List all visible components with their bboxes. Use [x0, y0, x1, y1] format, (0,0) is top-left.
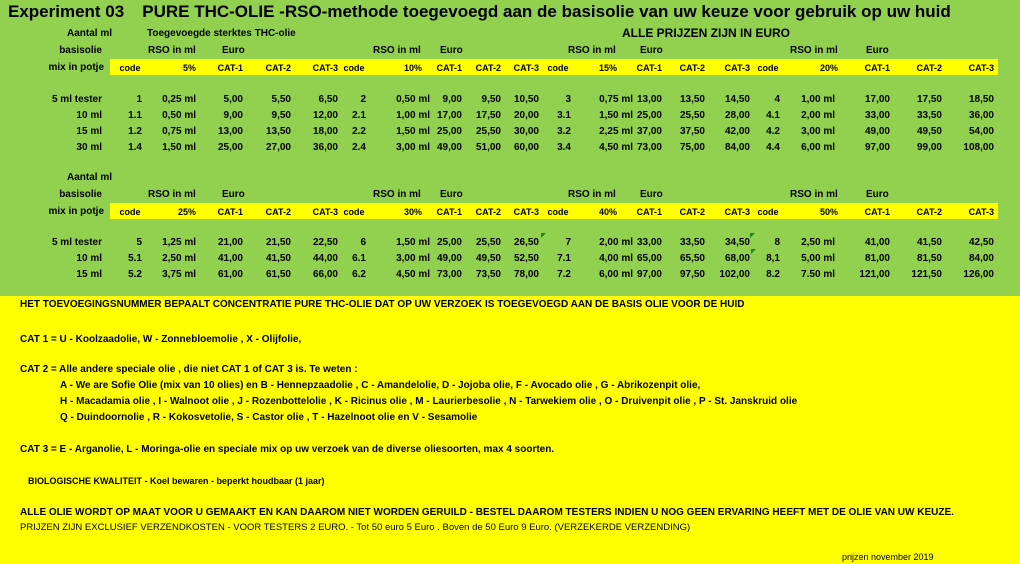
cell-cat2: 13,50 — [679, 94, 705, 105]
cell-code: 3.2 — [557, 126, 571, 137]
cell-rso: 2,00 ml — [599, 237, 633, 248]
cell-cat3: 42,50 — [968, 237, 994, 248]
cell-cat3: 102,00 — [719, 269, 750, 280]
cell-cat1: 9,00 — [223, 110, 243, 121]
cell-rso: 3,75 ml — [162, 269, 196, 280]
row-label: 5 ml tester — [51, 94, 102, 105]
note-maat: ALLE OLIE WORDT OP MAAT VOOR U GEMAAKT EN KAN DAAROM NIET WORDEN GERUILD - BESTEL DAAROM TESTERS INDIEN U NOG GEEN ERVARING HEEFT MET DE OLIE VAN UW KEUZE. — [20, 507, 954, 518]
cell-cat3: 54,00 — [968, 126, 994, 137]
cell-rso: 1,50 ml — [162, 142, 196, 153]
label-basisolie: basisolie — [59, 45, 102, 56]
header-percent: 5% — [182, 63, 196, 73]
header-rso-in-ml: RSO in ml — [790, 45, 838, 56]
cell-cat1: 49,00 — [436, 142, 462, 153]
cell-cat3: 52,50 — [513, 253, 539, 264]
cell-cat1: 25,00 — [436, 237, 462, 248]
cell-cat3: 6,50 — [318, 94, 338, 105]
note-cat2-a: A - We are Sofie Olie (mix van 10 olies) en B - Hennepzaadolie , C - Amandelolie, D - Jojoba olie, F - Avocado olie , G - Abrikozenpit olie, — [60, 380, 701, 391]
cell-code: 1.2 — [128, 126, 142, 137]
cell-code: 6.1 — [352, 253, 366, 264]
note-verzend: PRIJZEN ZIJN EXCLUSIEF VERZENDKOSTEN - VOOR TESTERS 2 EURO. - Tot 50 euro 5 Euro . Boven de 50 Euro 9 Euro. (VERZEKERDE VERZENDING) — [20, 522, 691, 533]
header-cat1: CAT-1 — [436, 63, 462, 73]
cell-code: 1.4 — [128, 142, 142, 153]
header-euro: Euro — [222, 189, 245, 200]
cell-cat1: 97,00 — [636, 269, 662, 280]
header-percent: 15% — [598, 63, 617, 73]
header-rso-in-ml: RSO in ml — [790, 189, 838, 200]
cell-code: 5.1 — [128, 253, 142, 264]
cell-cat3: 84,00 — [724, 142, 750, 153]
header-code: code — [343, 207, 365, 217]
header-rso-in-ml: RSO in ml — [148, 45, 196, 56]
header-rso-in-ml: RSO in ml — [148, 189, 196, 200]
header-code: code — [757, 63, 779, 73]
note-datum: prijzen november 2019 — [842, 552, 934, 562]
cell-code: 4 — [774, 94, 780, 105]
header-cat3: CAT-3 — [312, 63, 338, 73]
header-percent: 50% — [819, 207, 838, 217]
header-euro: Euro — [440, 45, 463, 56]
cell-rso: 1,00 ml — [396, 110, 430, 121]
cell-rso: 1,50 ml — [396, 237, 430, 248]
cell-code: 3 — [565, 94, 571, 105]
title-main: PURE THC-OLIE -RSO-methode toegevoegd aan de basisolie van uw keuze voor gebruik op uw huid — [142, 2, 951, 21]
cell-rso: 4,50 ml — [599, 142, 633, 153]
cell-rso: 4,50 ml — [396, 269, 430, 280]
header-cat2: CAT-2 — [916, 63, 942, 73]
cell-code: 7.2 — [557, 269, 571, 280]
cell-cat1: 65,00 — [636, 253, 662, 264]
cell-rso: 2,25 ml — [599, 126, 633, 137]
cell-cat1: 33,00 — [864, 110, 890, 121]
cell-cat2: 97,50 — [679, 269, 705, 280]
comment-marker — [751, 249, 756, 254]
cell-rso: 0,75 ml — [599, 94, 633, 105]
cell-cat2: 99,00 — [916, 142, 942, 153]
header-cat1: CAT-1 — [636, 63, 662, 73]
cell-cat1: 17,00 — [436, 110, 462, 121]
cell-rso: 0,50 ml — [162, 110, 196, 121]
note-toevoeging: HET TOEVOEGINGSNUMMER BEPAALT CONCENTRATIE PURE THC-OLIE DAT OP UW VERZOEK IS TOEGEVOEGD AAN DE BASIS OLIE VOOR DE HUID — [20, 299, 745, 310]
label-mix: mix in potje — [48, 206, 104, 217]
cell-cat2: 9,50 — [271, 110, 291, 121]
cell-code: 7.1 — [557, 253, 571, 264]
cell-cat2: 121,50 — [911, 269, 942, 280]
cell-code: 8,1 — [766, 253, 780, 264]
cell-cat2: 61,50 — [265, 269, 291, 280]
header-euro: Euro — [866, 189, 889, 200]
page-title — [8, 2, 951, 22]
cell-rso: 1,50 ml — [599, 110, 633, 121]
row-label: 15 ml — [76, 126, 102, 137]
cell-rso: 1,00 ml — [801, 94, 835, 105]
header-cat1: CAT-1 — [436, 207, 462, 217]
header-cat2: CAT-2 — [265, 63, 291, 73]
cell-code: 5 — [136, 237, 142, 248]
cell-rso: 0,50 ml — [396, 94, 430, 105]
header-code: code — [547, 63, 569, 73]
cell-cat3: 36,00 — [312, 142, 338, 153]
cell-cat3: 18,50 — [968, 94, 994, 105]
cell-rso: 6,00 ml — [801, 142, 835, 153]
cell-cat1: 21,00 — [217, 237, 243, 248]
cell-cat1: 13,00 — [636, 94, 662, 105]
header-rso-in-ml: RSO in ml — [568, 45, 616, 56]
cell-cat1: 25,00 — [636, 110, 662, 121]
cell-code: 1.1 — [128, 110, 142, 121]
cell-cat2: 25,50 — [679, 110, 705, 121]
cell-code: 4.1 — [766, 110, 780, 121]
cell-rso: 5,00 ml — [801, 253, 835, 264]
header-percent: 30% — [403, 207, 422, 217]
cell-cat3: 30,00 — [513, 126, 539, 137]
note-cat3: CAT 3 = E - Arganolie, L - Moringa-olie en speciale mix op uw verzoek van de diverse oliesoorten, max 4 soorten. — [20, 444, 555, 455]
cell-cat1: 41,00 — [217, 253, 243, 264]
cell-cat2: 41,50 — [916, 237, 942, 248]
header-cat3: CAT-3 — [724, 63, 750, 73]
header-cat3: CAT-3 — [968, 63, 994, 73]
header-cat2: CAT-2 — [475, 63, 501, 73]
header-euro: Euro — [222, 45, 245, 56]
note-cat2-q: Q - Duindoornolie , R - Kokosvetolie, S - Castor olie , T - Hazelnoot olie en V - Sesamolie — [60, 412, 478, 423]
header-cat3: CAT-3 — [968, 207, 994, 217]
header-cat1: CAT-1 — [864, 63, 890, 73]
row-label: 10 ml — [76, 253, 102, 264]
cell-cat3: 22,50 — [312, 237, 338, 248]
cell-code: 4.2 — [766, 126, 780, 137]
header-cat1: CAT-1 — [217, 207, 243, 217]
cell-cat1: 97,00 — [864, 142, 890, 153]
cell-cat1: 41,00 — [864, 237, 890, 248]
label-alle-prijzen: ALLE PRIJZEN ZIJN IN EURO — [622, 26, 791, 40]
header-rso-in-ml: RSO in ml — [568, 189, 616, 200]
row-label: 15 ml — [76, 269, 102, 280]
cell-code: 4.4 — [766, 142, 780, 153]
comment-marker — [541, 233, 546, 238]
header-cat3: CAT-3 — [312, 207, 338, 217]
header-percent: 20% — [819, 63, 838, 73]
label-aantal-ml: Aantal ml — [66, 28, 112, 39]
note-bio: BIOLOGISCHE KWALITEIT - Koel bewaren - beperkt houdbaar (1 jaar) — [28, 476, 325, 486]
cell-cat2: 17,50 — [916, 94, 942, 105]
cell-code: 2.1 — [352, 110, 366, 121]
cell-rso: 0,75 ml — [162, 126, 196, 137]
cell-code: 6 — [360, 237, 366, 248]
label-basisolie: basisolie — [59, 189, 102, 200]
header-rso-in-ml: RSO in ml — [373, 189, 421, 200]
cell-cat2: 41,50 — [265, 253, 291, 264]
cell-rso: 4,00 ml — [599, 253, 633, 264]
cell-cat1: 73,00 — [436, 269, 462, 280]
cell-cat3: 14,50 — [724, 94, 750, 105]
cell-rso: 3,00 ml — [396, 253, 430, 264]
header-cat3: CAT-3 — [724, 207, 750, 217]
header-euro: Euro — [866, 45, 889, 56]
cell-rso: 1,50 ml — [396, 126, 430, 137]
cell-cat2: 51,00 — [475, 142, 501, 153]
header-cat2: CAT-2 — [475, 207, 501, 217]
note-cat2-intro: CAT 2 = Alle andere speciale olie , die niet CAT 1 of CAT 3 is. Te weten : — [20, 364, 358, 375]
cell-cat2: 33,50 — [679, 237, 705, 248]
header-cat2: CAT-2 — [679, 207, 705, 217]
cell-cat2: 33,50 — [916, 110, 942, 121]
comment-marker — [750, 233, 755, 238]
header-cat1: CAT-1 — [636, 207, 662, 217]
cell-cat2: 9,50 — [481, 94, 501, 105]
cell-rso: 7.50 ml — [801, 269, 835, 280]
cell-cat1: 33,00 — [636, 237, 662, 248]
cell-cat3: 84,00 — [968, 253, 994, 264]
cell-cat3: 36,00 — [968, 110, 994, 121]
label-toegevoegde-sterktes: Toegevoegde sterktes THC-olie — [147, 28, 296, 39]
note-cat2-h: H - Macadamia olie , I - Walnoot olie , J - Rozenbottelolie , K - Ricinus olie , M - Laurierbesolie , N - Tarwekiem olie , O - Druivenpit olie , P - St. Janskruid olie — [60, 396, 798, 407]
cell-cat1: 73,00 — [636, 142, 662, 153]
header-code: code — [119, 207, 141, 217]
label-mix: mix in potje — [48, 62, 104, 73]
cell-cat1: 13,00 — [217, 126, 243, 137]
cell-rso: 1,25 ml — [162, 237, 196, 248]
cell-code: 8 — [774, 237, 780, 248]
cell-cat3: 108,00 — [963, 142, 994, 153]
cell-code: 6.2 — [352, 269, 366, 280]
cell-rso: 3,00 ml — [396, 142, 430, 153]
cell-cat3: 34,50 — [724, 237, 750, 248]
cell-code: 2.2 — [352, 126, 366, 137]
cell-cat3: 42,00 — [724, 126, 750, 137]
cell-cat1: 37,00 — [636, 126, 662, 137]
cell-cat2: 49,50 — [916, 126, 942, 137]
header-cat3: CAT-3 — [513, 63, 539, 73]
cell-cat2: 25,50 — [475, 237, 501, 248]
cell-rso: 6,00 ml — [599, 269, 633, 280]
cell-cat1: 81,00 — [864, 253, 890, 264]
header-code: code — [343, 63, 365, 73]
cell-rso: 3,00 ml — [801, 126, 835, 137]
cell-cat3: 20,00 — [513, 110, 539, 121]
cell-cat2: 13,50 — [265, 126, 291, 137]
header-cat2: CAT-2 — [265, 207, 291, 217]
cell-code: 8.2 — [766, 269, 780, 280]
cell-cat2: 75,00 — [679, 142, 705, 153]
header-rso-in-ml: RSO in ml — [373, 45, 421, 56]
cell-rso: 2,50 ml — [801, 237, 835, 248]
label-aantal-ml: Aantal ml — [66, 172, 112, 183]
header-code: code — [757, 207, 779, 217]
row-label: 10 ml — [76, 110, 102, 121]
cell-code: 1 — [136, 94, 142, 105]
header-euro: Euro — [640, 45, 663, 56]
cell-cat1: 17,00 — [864, 94, 890, 105]
cell-cat3: 44,00 — [312, 253, 338, 264]
row-label: 30 ml — [76, 142, 102, 153]
cell-cat1: 61,00 — [217, 269, 243, 280]
cell-cat1: 49,00 — [864, 126, 890, 137]
header-cat1: CAT-1 — [864, 207, 890, 217]
cell-cat1: 25,00 — [436, 126, 462, 137]
cell-cat2: 25,50 — [475, 126, 501, 137]
cell-cat2: 49,50 — [475, 253, 501, 264]
cell-cat3: 60,00 — [513, 142, 539, 153]
header-cat3: CAT-3 — [513, 207, 539, 217]
cell-cat3: 68,00 — [724, 253, 750, 264]
cell-cat1: 25,00 — [217, 142, 243, 153]
row-label: 5 ml tester — [51, 237, 102, 248]
cell-cat2: 5,50 — [271, 94, 291, 105]
cell-cat2: 65,50 — [679, 253, 705, 264]
header-euro: Euro — [640, 189, 663, 200]
cell-cat2: 37,50 — [679, 126, 705, 137]
header-percent: 40% — [598, 207, 617, 217]
cell-rso: 0,25 ml — [162, 94, 196, 105]
header-cat1: CAT-1 — [217, 63, 243, 73]
cell-cat3: 28,00 — [724, 110, 750, 121]
cell-code: 3.1 — [557, 110, 571, 121]
header-cat2: CAT-2 — [679, 63, 705, 73]
cell-cat3: 78,00 — [513, 269, 539, 280]
cell-cat3: 18,00 — [312, 126, 338, 137]
header-code: code — [547, 207, 569, 217]
cell-code: 7 — [565, 237, 571, 248]
cell-code: 2.4 — [352, 142, 366, 153]
cell-cat1: 5,00 — [223, 94, 243, 105]
cell-cat3: 26,50 — [513, 237, 539, 248]
header-cat2: CAT-2 — [916, 207, 942, 217]
cell-cat1: 9,00 — [442, 94, 462, 105]
cell-cat2: 81,50 — [916, 253, 942, 264]
cell-code: 3.4 — [557, 142, 571, 153]
cell-cat3: 12,00 — [312, 110, 338, 121]
header-code: code — [119, 63, 141, 73]
header-percent: 10% — [403, 63, 422, 73]
note-cat1: CAT 1 = U - Koolzaadolie, W - Zonnebloemolie , X - Olijfolie, — [20, 334, 302, 345]
cell-cat2: 27,00 — [265, 142, 291, 153]
cell-code: 5.2 — [128, 269, 142, 280]
cell-rso: 2,00 ml — [801, 110, 835, 121]
experiment-label: Experiment 03 — [8, 2, 125, 21]
cell-cat3: 10,50 — [513, 94, 539, 105]
cell-cat2: 21,50 — [265, 237, 291, 248]
cell-cat2: 73,50 — [475, 269, 501, 280]
cell-cat3: 126,00 — [963, 269, 994, 280]
cell-cat1: 121,00 — [859, 269, 890, 280]
cell-rso: 2,50 ml — [162, 253, 196, 264]
cell-code: 2 — [360, 94, 366, 105]
cell-cat3: 66,00 — [312, 269, 338, 280]
header-euro: Euro — [440, 189, 463, 200]
cell-cat2: 17,50 — [475, 110, 501, 121]
cell-cat1: 49,00 — [436, 253, 462, 264]
header-percent: 25% — [177, 207, 196, 217]
